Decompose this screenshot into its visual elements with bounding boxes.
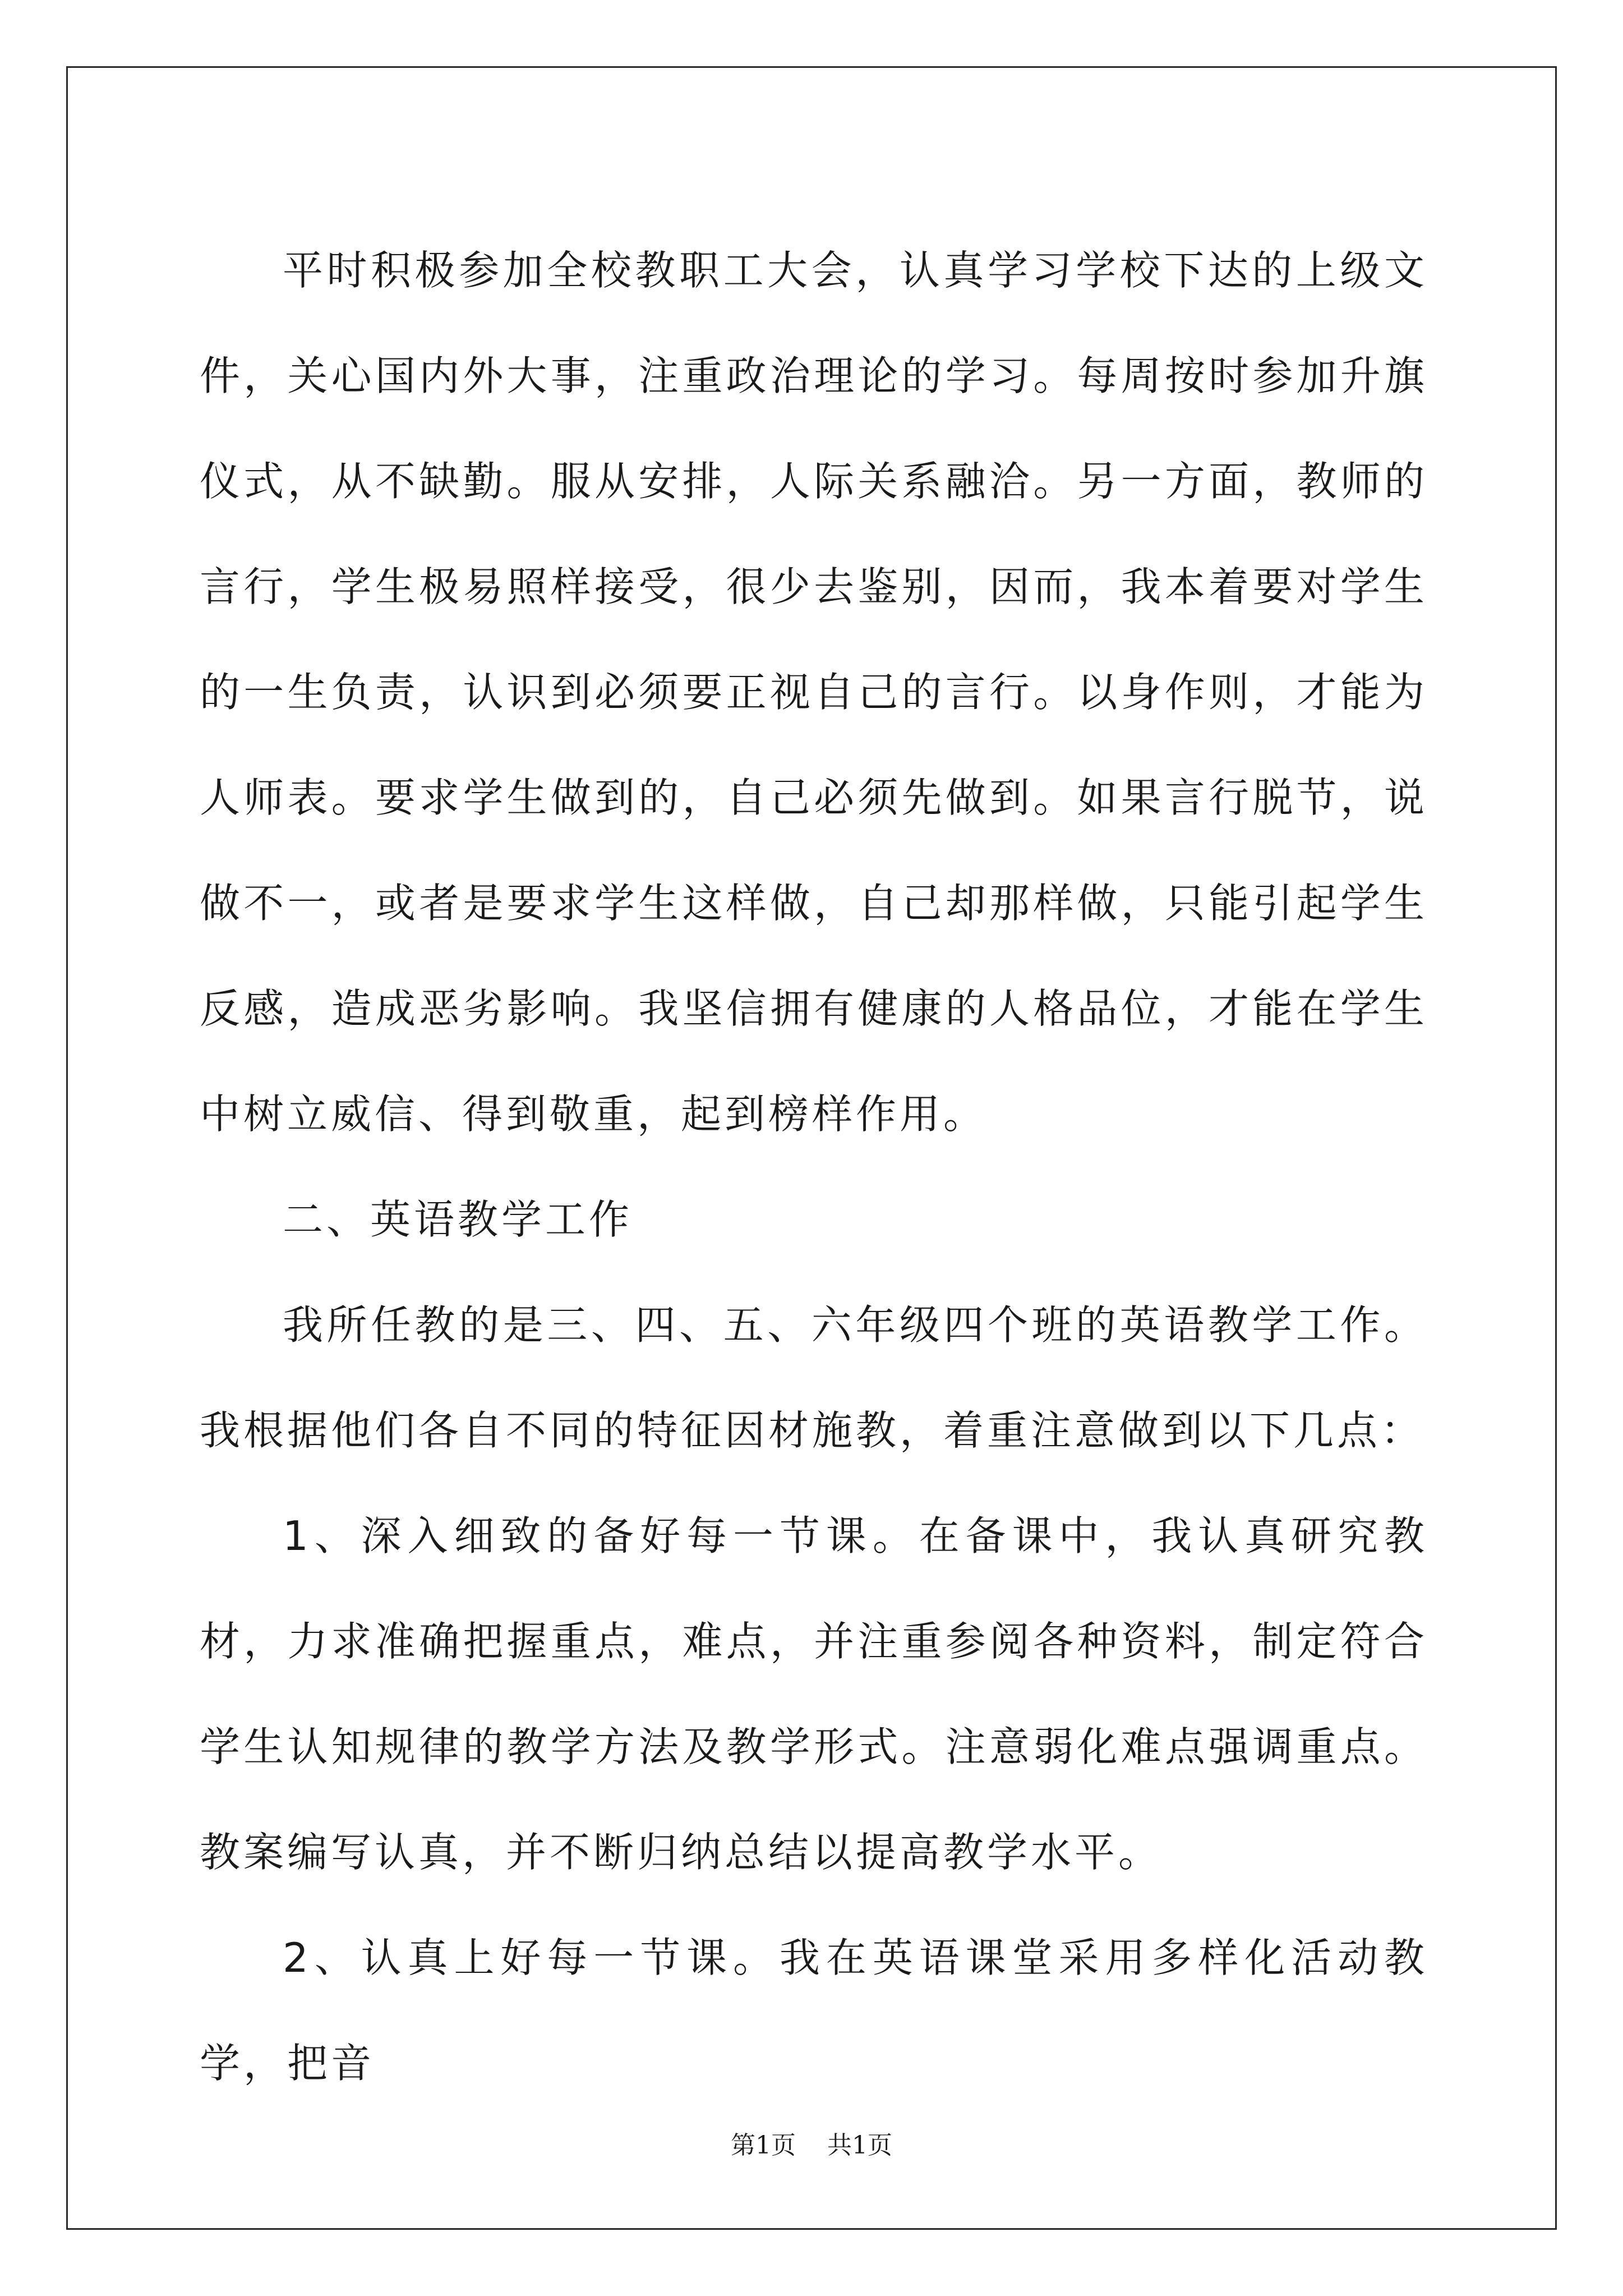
section-heading-english-teaching: 二、英语教学工作 (283, 1196, 633, 1243)
paragraph-lesson-preparation: 1、深入细致的备好每一节课。在备课中，我认真研究教材，力求准确把握重点，难点，并注重参阅各种资料，制定符合学生认知规律的教学方法及教学形式。注意弱化难点强调重点。教案编写认真，并不断归纳总结以提高教学水平。 (200, 1512, 1428, 1876)
paragraph-conduct: 平时积极参加全校教职工大会，认真学习学校下达的上级文件，关心国内外大事，注重政治理论的学习。每周按时参加升旗仪式，从不缺勤。服从安排，人际关系融洽。另一方面，教师的言行，学生极易照样接受，很少去鉴别，因而，我本着要对学生的一生负责，认识到必须要正视自己的言行。以身作则，才能为人师表。要求学生做到的，自己必须先做到。如果言行脱节，说做不一，或者是要求学生这样做，自己却那样做，只能引起学生反感，造成恶劣影响。我坚信拥有健康的人格品位，才能在学生中树立威信、得到敬重，起到榜样作用。 (200, 247, 1428, 1138)
paragraph-lesson-delivery: 2、认真上好每一节课。我在英语课堂采用多样化活动教学，把音 (200, 1934, 1428, 2087)
document-body (200, 218, 1428, 2116)
page-footer (0, 2125, 1623, 2161)
page-number: 第1页 (731, 2131, 796, 2160)
page-total: 共1页 (827, 2131, 892, 2160)
paragraph-teaching-overview: 我所任教的是三、四、五、六年级四个班的英语教学工作。我根据他们各自不同的特征因材施教，着重注意做到以下几点： (200, 1301, 1428, 1454)
